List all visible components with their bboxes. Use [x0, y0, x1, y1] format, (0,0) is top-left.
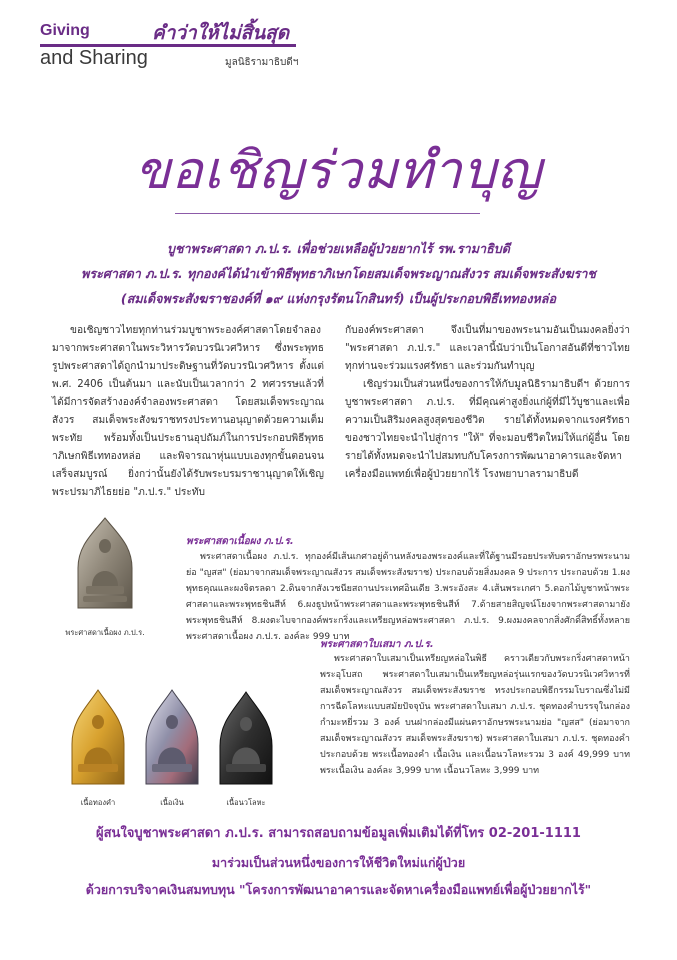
- amulet-silver-caption: เนื้อเงิน: [160, 798, 184, 807]
- section-powder-text: พระศาสดาเนื้อผง ภ.ป.ร. ทุกองค์มีเส้นเกศาอยู่ด้านหลังของพระองค์และที่ใต้ฐานมีรอยประทับตราอักษรพระนามย่อ "ญสส" (ย่อมาจากสมเด็จพระญาณสังวร สมเด็จพระสังฆราช) ประกอบด้วยสิ่งมงคล 9 ประการ ประกอบด้วย 1.ผงพุทธคุณและผงจิตรลดา 2.ดินจากสังเวชนียสถานประเทศอินเดีย 3.พระอังสะ 4.เส้นพระเกศา 5.ดอกไม้บูชาหน้าพระศาสดาและพระพุทธชินสีห์ 6.ผงธูปหน้าพระศาสดาและพระพุทธชินสีห์ 7.ด้ายสายสิญจน์โยงจากพระศาสดามายังพระพุทธชินสีห์ 8.ผงตะไบจากองค์พระกริ่งและเหรียญหล่อพระศาสดา ภ.ป.ร. 9.ผงมงคลจากสิ่งศักดิ์สิทธิ์ทั้งหลาย พระศาสดาเนื้อผง ภ.ป.ร. องค์ละ 999 บาท: [186, 552, 630, 642]
- header-thai-title: คำว่าให้ไม่สิ้นสุด: [152, 22, 290, 44]
- body-left-column: [52, 322, 324, 502]
- footer-donation-project: ด้วยการบริจาคเงินสมทบทุน "โครงการพัฒนาอาคารและจัดหาเครื่องมือแพทย์เพื่อผู้ป่วยยากไร้": [85, 882, 592, 897]
- body-left-paragraph: ขอเชิญชาวไทยทุกท่านร่วมบูชาพระองค์ศาสดาโดยจำลองมาจากพระศาสดาในพระวิหารวัดบวรนิเวศวิหาร ซึ่งพระพุทธรูปพระศาสดาได้ถูกนำมาประดิษฐานที่วัดบวรนิเวศวิหาร ตั้งแต่ พ.ศ. 2406 เป็นต้นมา และนับเป็นเวลากว่า 2 ทศวรรษแล้วที่ได้มีการจัดสร้างองค์จำลองพระศาสดา โดยสมเด็จพระญาณสังวร สมเด็จพระสังฆราชทรงประทานอนุญาตด้วยความเต็มพระทัย พร้อมทั้งเป็นประธานอุปถัมภ์ในการประกอบพิธีพุทธาภิเษกพิธีเททองหล่อ และพิจารณาหุ่นแบบเองทุกขั้นตอนจนเสร็จสมบูรณ์ ยิ่งกว่านั้นยังได้รับพระบรมราชานุญาตให้เชิญพระปรมาภิไธยย่อ "ภ.ป.ร." ประทับ: [52, 325, 324, 498]
- section-sema-title: พระศาสดาใบเสมา ภ.ป.ร.: [320, 639, 434, 650]
- intro-line-2: พระศาสดา ภ.ป.ร. ทุกองค์ได้นำเข้าพิธีพุทธาภิเษกโดยสมเด็จพระญาณสังวร สมเด็จพระสังฆราช: [81, 266, 596, 281]
- body-right-paragraph-2: เชิญร่วมเป็นส่วนหนึ่งของการให้กับมูลนิธิรามาธิบดีฯ ด้วยการบูชาพระศาสดา ภ.ป.ร. ที่มีคุณค่าสูงยิ่งแก่ผู้ที่มีไว้บูชาและเพื่อความเป็นสิริมงคลสูงสุดของชีวิต รายได้ทั้งหมดจากแรงศรัทธาของชาวไทยจะนำไปสู่การ "ให้" ที่จะมอบชีวิตใหม่ให้แก่ผู้อื่น โดยรายได้ทั้งหมดจะนำไปสมทบกับโครงการพัฒนาอาคารและจัดหาเครื่องมือแพทย์เพื่อผู้ป่วยยากไร้ โรงพยาบาลรามาธิบดี: [345, 379, 630, 480]
- footer-contact: ผู้สนใจบูชาพระศาสดา ภ.ป.ร. สามารถสอบถามข้อมูลเพิ่มเติมได้ที่โทร 02-201-1111: [96, 826, 581, 841]
- amulet-gold-caption: เนื้อทองคำ: [80, 798, 116, 807]
- footer-invitation: มาร่วมเป็นส่วนหนึ่งของการให้ชีวิตใหม่แก่ผู้ป่วย: [211, 855, 466, 870]
- body-right-paragraph-1: กับองค์พระศาสดา จึงเป็นที่มาของพระนามอันเป็นมงคลยิ่งว่า "พระศาสดา ภ.ป.ร." และเวลานี้นับว่าเป็นโอกาสอันดีที่ชาวไทยทุกท่านจะร่วมแรงศรัทธา และร่วมกันทำบุญ: [345, 325, 630, 372]
- amulet-powder-caption: พระศาสดาเนื้อผง ภ.ป.ร.: [65, 628, 145, 637]
- amulet-alloy-caption: เนื้อนวโลหะ: [226, 798, 266, 807]
- section-powder-title: พระศาสดาเนื้อผง ภ.ป.ร.: [186, 536, 294, 547]
- amulet-silver-image: [140, 688, 204, 788]
- amulet-alloy-image: [214, 690, 278, 788]
- header-giving: Giving: [40, 22, 90, 39]
- title-underline: [175, 213, 480, 214]
- header-foundation: มูลนิธิรามาธิบดีฯ: [225, 57, 299, 68]
- page-title: ขอเชิญร่วมทำบุญ: [134, 141, 543, 201]
- intro-line-3: (สมเด็จพระสังฆราชองค์ที่ ๑๙ แห่งกรุงรัตนโกสินทร์) เป็นผู้ประกอบพิธีเททองหล่อ: [120, 291, 557, 306]
- amulet-powder-image: [70, 516, 140, 612]
- body-right-column: [345, 322, 630, 484]
- intro-line-1: บูชาพระศาสดา ภ.ป.ร. เพื่อช่วยเหลือผู้ป่วยยากไร้ รพ.รามาธิบดี: [167, 241, 510, 256]
- amulet-gold-image: [66, 688, 130, 788]
- header-sharing: and Sharing: [40, 47, 148, 69]
- section-sema-text: พระศาสดาใบเสมาเป็นเหรียญหล่อในพิธี คราวเดียวกับพระกริ่งศาสดาหน้าพระอุโบสถ พระศาสดาใบเสมาเป็นเหรียญหล่อรุ่นแรกของวัดบวรนิเวศวิหารที่สมเด็จพระญาณสังวร สมเด็จพระสังฆราช ทรงประกอบพิธีกรรมโบราณซึ่งไม่มีการฉีดโลหะแบบสมัยปัจจุบัน พระศาสดาใบเสมา ภ.ป.ร. ชุดทองคำบรรจุในกล่องกำมะหยี่รวม 3 องค์ บนฝากล่องมีแผ่นตราอักษรพระนามย่อ "ญสส" (ย่อมาจากสมเด็จพระญาณสังวร สมเด็จพระสังฆราช) พระศาสดาใบเสมา ภ.ป.ร. ชุดทองคำ ประกอบด้วย พระเนื้อทองคำ เนื้อเงิน และเนื้อนวโลหะรวม 3 องค์ 49,999 บาท พระเนื้อเงิน องค์ละ 3,999 บาท เนื้อนวโลหะ 3,999 บาท: [320, 654, 630, 776]
